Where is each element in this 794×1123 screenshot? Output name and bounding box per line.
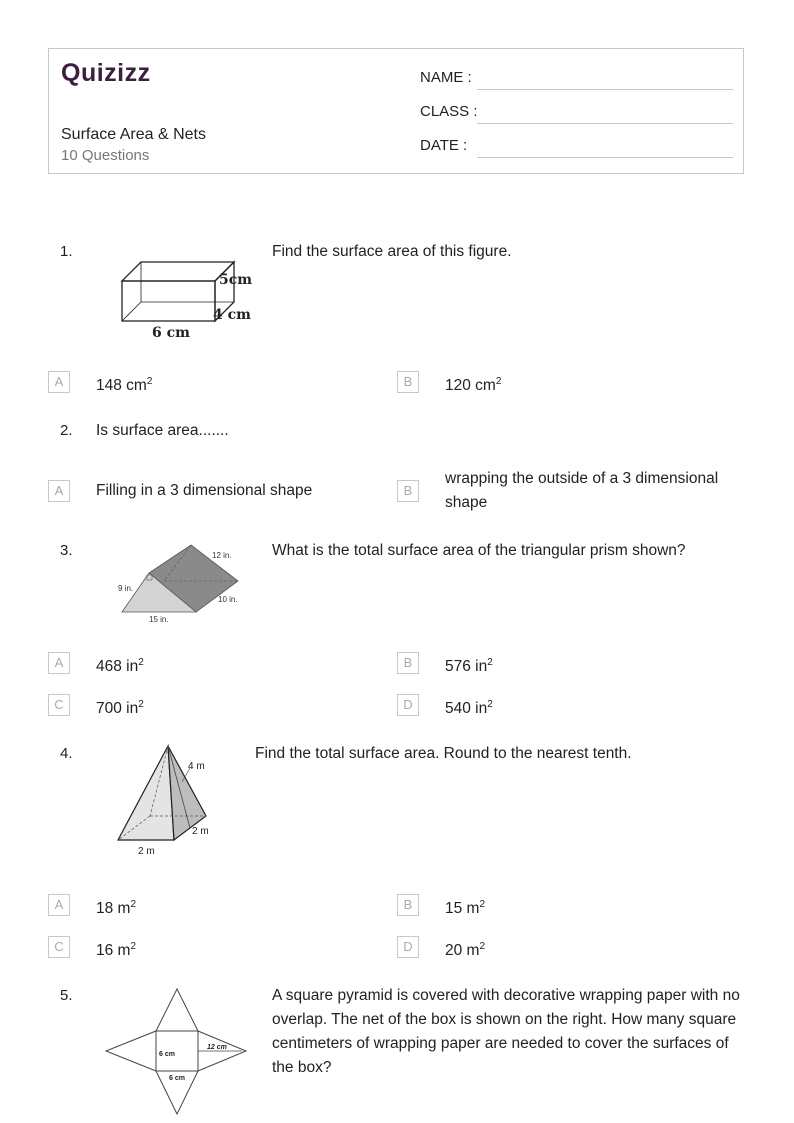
- pyramid-net-figure: [104, 986, 250, 1120]
- name-line[interactable]: [477, 89, 733, 90]
- q3-option-b-box[interactable]: B: [397, 652, 419, 674]
- question-3-number: 3.: [60, 542, 73, 559]
- triangular-prism-figure: [112, 540, 248, 628]
- q4-option-d[interactable]: 20 $m^2$: [445, 941, 486, 960]
- q1-width-label: 6 cm: [152, 325, 190, 340]
- question-4-number: 4.: [60, 745, 73, 762]
- question-5-number: 5.: [60, 987, 73, 1004]
- worksheet-title: Surface Area & Nets: [61, 126, 206, 143]
- date-line[interactable]: [477, 157, 733, 158]
- q4-option-b[interactable]: 15 $m^2$: [445, 899, 486, 918]
- date-label: DATE :: [420, 137, 468, 154]
- q3-top-label: 12 in.: [212, 551, 232, 560]
- question-1-text: Find the surface area of this figure.: [272, 243, 512, 260]
- q3-option-d-box[interactable]: D: [397, 694, 419, 716]
- q5-height-label: 12 cm: [207, 1044, 227, 1051]
- q3-option-b[interactable]: 576 $in^2$: [445, 657, 493, 676]
- q3-bottom-label: 15 in.: [149, 615, 169, 624]
- square-pyramid-figure: [112, 742, 220, 860]
- question-4-text: Find the total surface area. Round to the nearest tenth.: [255, 745, 632, 762]
- q4-slant-label: 4 m: [188, 761, 205, 772]
- q1-option-b[interactable]: 120 $cm^2$: [445, 376, 502, 395]
- rectangular-prism-figure: [110, 254, 260, 340]
- q3-option-c-box[interactable]: C: [48, 694, 70, 716]
- worksheet-header: [48, 48, 744, 174]
- question-2-text: Is surface area.......: [96, 422, 229, 439]
- q2-option-a-box[interactable]: A: [48, 480, 70, 502]
- q4-base-label: 2 m: [138, 846, 155, 857]
- q3-option-d[interactable]: 540 $in^2$: [445, 699, 493, 718]
- class-line[interactable]: [477, 123, 733, 124]
- q3-left-label: 9 in.: [118, 584, 134, 593]
- q2-option-b-box[interactable]: B: [397, 480, 419, 502]
- q1-height-label: 5cm: [219, 272, 253, 288]
- question-1-number: 1.: [60, 243, 73, 260]
- q1-option-a[interactable]: 148 $cm^2$: [96, 376, 153, 395]
- q1-depth-label: 4 cm: [213, 307, 251, 323]
- question-2-number: 2.: [60, 422, 73, 439]
- q4-option-c-box[interactable]: C: [48, 936, 70, 958]
- q3-right-label: 10 in.: [218, 595, 238, 604]
- class-label: CLASS :: [420, 103, 478, 120]
- q1-option-a-box[interactable]: A: [48, 371, 70, 393]
- q4-option-d-box[interactable]: D: [397, 936, 419, 958]
- q2-option-b[interactable]: wrapping the outside of a 3 dimensional shape: [445, 470, 719, 511]
- q4-option-c[interactable]: 16 $m^2$: [96, 941, 137, 960]
- q4-option-a-box[interactable]: A: [48, 894, 70, 916]
- question-3-text: What is the total surface area of the triangular prism shown?: [272, 542, 686, 559]
- q4-side-label: 2 m: [192, 826, 209, 837]
- q3-option-c[interactable]: 700 $in^2$: [96, 699, 144, 718]
- quizizz-logo: Quizizz: [61, 59, 151, 87]
- q4-option-a[interactable]: 18 $m^2$: [96, 899, 137, 918]
- question-5-text: A square pyramid is covered with decorative wrapping paper with no overlap. The net of the box is shown on the right. How many square centimeters of wrapping paper are needed to cover the surfaces of the box?: [272, 987, 740, 1076]
- question-count: 10 Questions: [61, 147, 150, 164]
- q5-square-label: 6 cm: [159, 1051, 175, 1058]
- name-label: NAME :: [420, 69, 472, 86]
- q5-bottom-label: 6 cm: [169, 1075, 185, 1082]
- q3-option-a-box[interactable]: A: [48, 652, 70, 674]
- q3-option-a[interactable]: 468 $in^2$: [96, 657, 144, 676]
- q2-option-a[interactable]: Filling in a 3 dimensional shape: [96, 482, 313, 499]
- q1-option-b-box[interactable]: B: [397, 371, 419, 393]
- q4-option-b-box[interactable]: B: [397, 894, 419, 916]
